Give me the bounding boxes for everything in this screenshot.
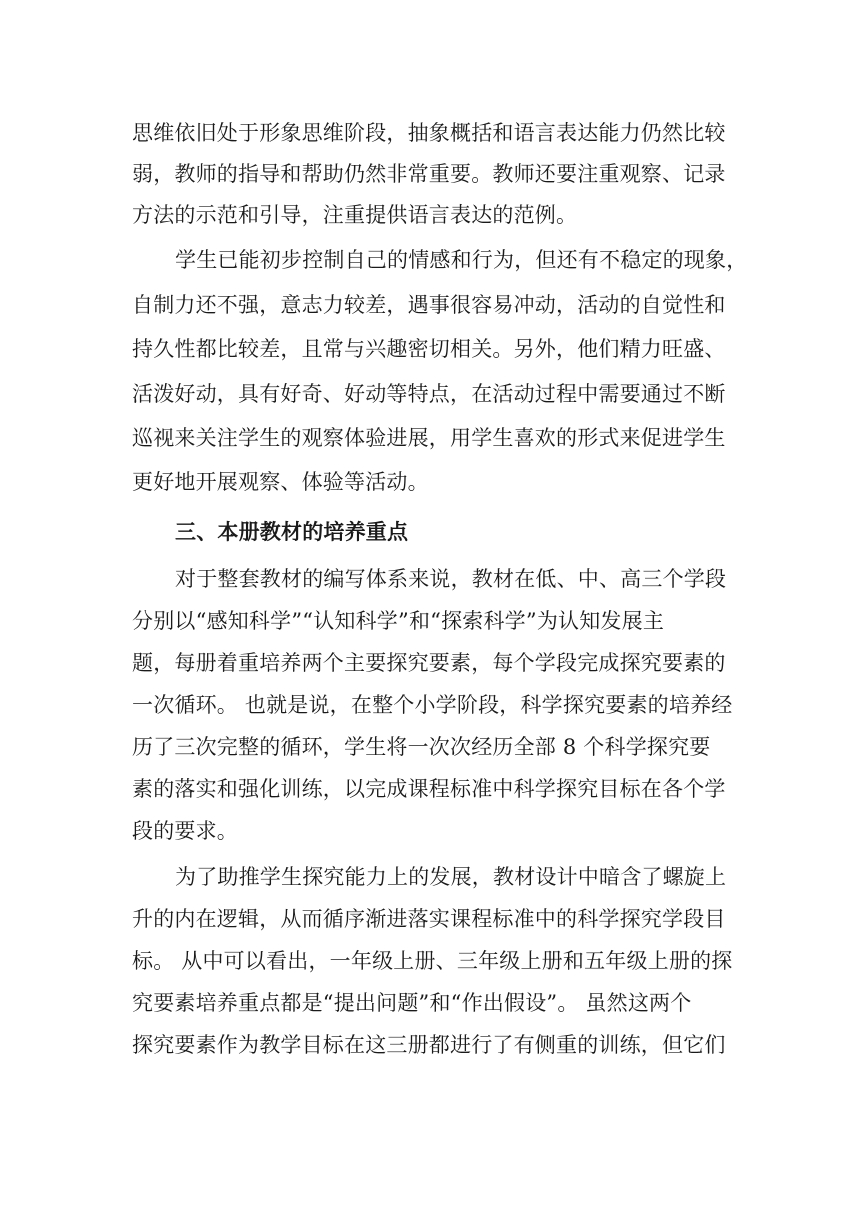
text-line: 一次循环。 也就是说，在整个小学阶段，科学探究要素的培养经 xyxy=(132,693,733,717)
text-line: 弱，教师的指导和帮助仍然非常重要。教师还要注重观察、记录 xyxy=(132,162,726,186)
paragraph-first-line: 学生已能初步控制自己的情感和行为，但还有不稳定的现象， xyxy=(175,248,748,272)
text-line: 思维依旧处于形象思维阶段，抽象概括和语言表达能力仍然比较 xyxy=(132,121,726,145)
text-line: 活泼好动，具有好奇、好动等特点，在活动过程中需要通过不断 xyxy=(132,382,726,406)
text-line: 持久性都比较差，且常与兴趣密切相关。另外，他们精力旺盛、 xyxy=(132,337,726,361)
text-line: 题，每册着重培养两个主要探究要素，每个学段完成探究要素的 xyxy=(132,651,726,675)
text-line: 历了三次完整的循环，学生将一次次经历全部 8 个科学探究要 xyxy=(132,735,711,759)
text-line: 标。 从中可以看出，一年级上册、三年级上册和五年级上册的探 xyxy=(132,949,733,973)
text-line: 巡视来关注学生的观察体验进展，用学生喜欢的形式来促进学生 xyxy=(132,426,726,450)
text-line: 方法的示范和引导，注重提供语言表达的范例。 xyxy=(132,203,578,227)
text-line: 究要素培养重点都是“提出问题”和“作出假设”。 虽然这两个 xyxy=(132,991,692,1015)
text-line: 素的落实和强化训练，以完成课程标准中科学探究目标在各个学 xyxy=(132,777,726,801)
text-line: 探究要素作为教学目标在这三册都进行了有侧重的训练，但它们 xyxy=(132,1033,726,1057)
section-heading: 三、本册教材的培养重点 xyxy=(175,519,409,544)
paragraph-first-line: 为了助推学生探究能力上的发展，教材设计中暗含了螺旋上 xyxy=(175,865,727,889)
paragraph-first-line: 对于整套教材的编写体系来说，教材在低、中、高三个学段 xyxy=(175,567,727,591)
text-line: 分别以“感知科学”“认知科学”和“探索科学”为认知发展主 xyxy=(132,609,665,633)
text-line: 升的内在逻辑，从而循序渐进落实课程标准中的科学探究学段目 xyxy=(132,907,726,931)
text-line: 更好地开展观察、体验等活动。 xyxy=(132,470,429,494)
text-line: 段的要求。 xyxy=(132,819,238,843)
text-line: 自制力还不强，意志力较差，遇事很容易冲动，活动的自觉性和 xyxy=(132,293,726,317)
